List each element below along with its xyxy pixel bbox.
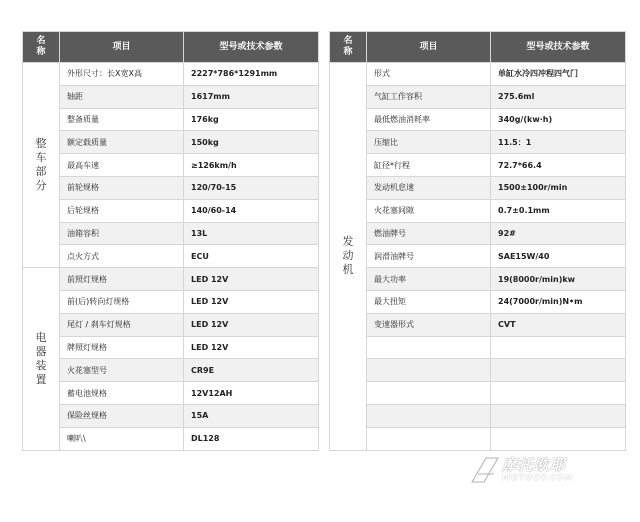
- value-cell: CVT: [491, 313, 626, 336]
- item-cell: 压缩比: [367, 131, 491, 154]
- table-row: [23, 63, 319, 86]
- value-cell: LED 12V: [184, 290, 319, 313]
- table-row: [330, 63, 626, 86]
- item-cell: 外形尺寸：长X宽X高: [60, 63, 184, 86]
- value-cell: LED 12V: [184, 313, 319, 336]
- category-cell: 电 器 装 置: [23, 268, 60, 450]
- table-row: [23, 359, 319, 382]
- table-row: [23, 199, 319, 222]
- value-cell: 12V12AH: [184, 382, 319, 405]
- table-row: [330, 131, 626, 154]
- item-cell: [367, 359, 491, 382]
- item-cell: 最高车速: [60, 154, 184, 177]
- left-spec-table: [22, 31, 319, 451]
- item-cell: 前轮规格: [60, 176, 184, 199]
- item-cell: 后轮规格: [60, 199, 184, 222]
- value-cell: 275.6ml: [491, 85, 626, 108]
- watermark-subtext: MOTOOY.COM: [502, 473, 574, 482]
- item-cell: 变速器形式: [367, 313, 491, 336]
- value-cell: 176kg: [184, 108, 319, 131]
- table-row: [23, 404, 319, 427]
- value-cell: 0.7±0.1mm: [491, 199, 626, 222]
- item-cell: 前(后)转向灯规格: [60, 290, 184, 313]
- table-row: [330, 176, 626, 199]
- value-cell: [491, 336, 626, 359]
- table-row: [330, 336, 626, 359]
- item-cell: 最低燃油消耗率: [367, 108, 491, 131]
- value-cell: LED 12V: [184, 268, 319, 291]
- table-row: [330, 199, 626, 222]
- table-row: [23, 176, 319, 199]
- table-row: [330, 245, 626, 268]
- item-cell: 额定载质量: [60, 131, 184, 154]
- item-cell: [367, 427, 491, 450]
- item-cell: 前照灯规格: [60, 268, 184, 291]
- value-cell: [491, 404, 626, 427]
- table-row: [330, 290, 626, 313]
- table-row: [23, 336, 319, 359]
- item-cell: 形式: [367, 63, 491, 86]
- table-row: [23, 382, 319, 405]
- category-cell: 整 车 部 分: [23, 63, 60, 268]
- value-cell: 92#: [491, 222, 626, 245]
- value-cell: 13L: [184, 222, 319, 245]
- value-cell: 140/60-14: [184, 199, 319, 222]
- header-spec: 型号或技术参数: [184, 32, 319, 63]
- table-row: [23, 222, 319, 245]
- item-cell: 蓄电池规格: [60, 382, 184, 405]
- left-table-header: [23, 32, 319, 63]
- table-row: [23, 154, 319, 177]
- item-cell: 气缸工作容积: [367, 85, 491, 108]
- table-row: [23, 85, 319, 108]
- value-cell: 15A: [184, 404, 319, 427]
- value-cell: [491, 359, 626, 382]
- value-cell: 1500±100r/min: [491, 176, 626, 199]
- item-cell: 油箱容积: [60, 222, 184, 245]
- value-cell: [491, 427, 626, 450]
- value-cell: DL128: [184, 427, 319, 450]
- table-row: [330, 313, 626, 336]
- value-cell: 340g/(kw·h): [491, 108, 626, 131]
- value-cell: CR9E: [184, 359, 319, 382]
- item-cell: [367, 382, 491, 405]
- item-cell: 燃油牌号: [367, 222, 491, 245]
- item-cell: 最大功率: [367, 268, 491, 291]
- value-cell: LED 12V: [184, 336, 319, 359]
- value-cell: ECU: [184, 245, 319, 268]
- item-cell: [367, 404, 491, 427]
- item-cell: 整备质量: [60, 108, 184, 131]
- table-row: [23, 108, 319, 131]
- table-row: [330, 222, 626, 245]
- item-cell: 最大扭矩: [367, 290, 491, 313]
- value-cell: 19(8000r/min)kw: [491, 268, 626, 291]
- item-cell: 润滑油牌号: [367, 245, 491, 268]
- item-cell: 发动机怠速: [367, 176, 491, 199]
- table-row: [330, 85, 626, 108]
- item-cell: [367, 336, 491, 359]
- value-cell: 2227*786*1291mm: [184, 63, 319, 86]
- item-cell: 轴距: [60, 85, 184, 108]
- table-row: [23, 290, 319, 313]
- header-name: 名 称: [23, 32, 60, 63]
- value-cell: 1617mm: [184, 85, 319, 108]
- table-row: [23, 313, 319, 336]
- header-item: 项目: [60, 32, 184, 63]
- category-cell: 发 动 机: [330, 63, 367, 451]
- item-cell: 点火方式: [60, 245, 184, 268]
- header-item: 项目: [367, 32, 491, 63]
- table-row: [330, 427, 626, 450]
- item-cell: 保险丝规格: [60, 404, 184, 427]
- header-name: 名 称: [330, 32, 367, 63]
- table-row: [330, 268, 626, 291]
- table-row: [23, 268, 319, 291]
- table-row: [23, 131, 319, 154]
- right-table-header: [330, 32, 626, 63]
- value-cell: ≥126km/h: [184, 154, 319, 177]
- watermark-text: 摩托欧耶: [502, 456, 567, 474]
- table-row: [23, 245, 319, 268]
- table-row: [330, 382, 626, 405]
- value-cell: 11.5：1: [491, 131, 626, 154]
- header-spec: 型号或技术参数: [491, 32, 626, 63]
- item-cell: 火花塞间隙: [367, 199, 491, 222]
- value-cell: 150kg: [184, 131, 319, 154]
- table-row: [330, 154, 626, 177]
- item-cell: 火花塞型号: [60, 359, 184, 382]
- item-cell: 喇叭\: [60, 427, 184, 450]
- value-cell: 单缸水冷四冲程四气门: [491, 63, 626, 86]
- table-row: [330, 404, 626, 427]
- table-row: [23, 427, 319, 450]
- value-cell: 72.7*66.4: [491, 154, 626, 177]
- item-cell: 尾灯 / 刹车灯规格: [60, 313, 184, 336]
- value-cell: 24(7000r/min)N•m: [491, 290, 626, 313]
- value-cell: [491, 382, 626, 405]
- value-cell: 120/70-15: [184, 176, 319, 199]
- table-row: [330, 108, 626, 131]
- item-cell: 缸径*行程: [367, 154, 491, 177]
- value-cell: SAE15W/40: [491, 245, 626, 268]
- table-row: [330, 359, 626, 382]
- item-cell: 牌照灯规格: [60, 336, 184, 359]
- right-spec-table: [329, 31, 626, 451]
